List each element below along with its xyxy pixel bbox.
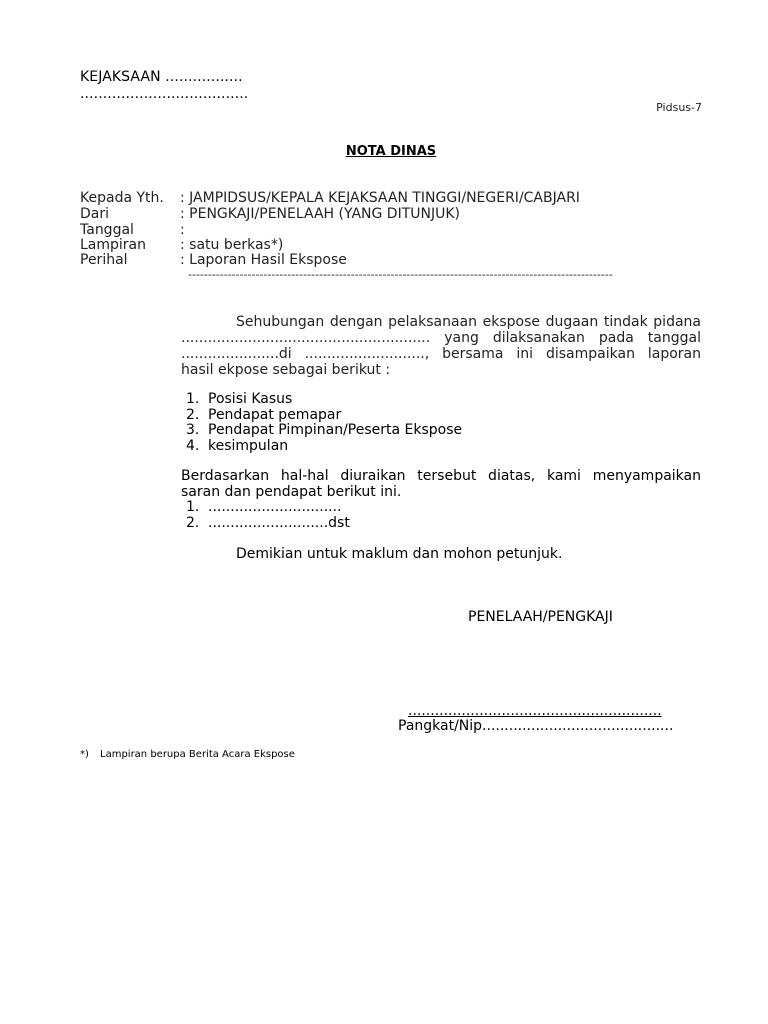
field-value-date: : <box>180 222 185 238</box>
closing-statement: Demikian untuk maklum dan mohon petunjuk. <box>236 546 563 562</box>
intro-paragraph <box>181 314 701 378</box>
institution-name: KEJAKSAAN ................. <box>80 69 243 85</box>
suggestion-items-list <box>186 500 350 531</box>
list-item-number: 3. <box>186 422 200 438</box>
conclusion-line-2: saran dan pendapat berikut ini. <box>181 484 402 500</box>
intro-line-2: ........................................................ yang dilaksanakan pada tanggal <box>181 330 701 346</box>
list-item-number: 2. <box>186 514 200 531</box>
field-label-subject: Perihal <box>80 252 128 268</box>
field-value-subject: : Laporan Hasil Ekspose <box>180 252 347 268</box>
signature-name-line: ......................................................... <box>408 703 662 719</box>
list-item-number: 2. <box>186 406 200 423</box>
list-item-text: Pendapat pemapar <box>208 406 342 423</box>
signer-role: PENELAAH/PENGKAJI <box>468 609 613 625</box>
list-item-text: Posisi Kasus <box>208 391 293 407</box>
list-item-text: Pendapat Pimpinan/Peserta Ekspose <box>208 422 463 438</box>
conclusion-paragraph <box>181 468 701 500</box>
list-item <box>186 439 462 455</box>
field-label-date: Tanggal <box>80 222 134 238</box>
footnote <box>80 749 295 760</box>
field-value-attachment: : satu berkas*) <box>180 237 284 253</box>
document-title: NOTA DINAS <box>345 144 437 159</box>
footnote-text: Lampiran berupa Berita Acara Ekspose <box>100 749 295 760</box>
list-item-number: 4. <box>186 437 200 454</box>
conclusion-line-1: Berdasarkan hal-hal diuraikan tersebut diatas, kami menyampaikan <box>181 468 701 484</box>
field-label-from: Dari <box>80 206 110 222</box>
field-label-attachment: Lampiran <box>80 237 147 253</box>
separator-line: ----------------------------------------------------------------------------------------------------------- <box>188 268 613 281</box>
list-item-text: kesimpulan <box>208 437 289 454</box>
list-item <box>186 392 462 408</box>
list-item-text: ...........................dst <box>208 514 350 531</box>
intro-line-1: Sehubungan dengan pelaksanaan ekspose dugaan tindak pidana <box>236 314 701 330</box>
field-label-recipient: Kepada Yth. <box>80 190 164 206</box>
form-code: Pidsus-7 <box>656 101 702 114</box>
list-item <box>186 408 462 424</box>
list-item-number: 1. <box>186 499 200 515</box>
intro-line-3: ......................di ..........................., bersama ini disampaikan laporan <box>181 346 701 362</box>
list-item-number: 1. <box>186 391 200 407</box>
footnote-mark: *) <box>80 749 89 760</box>
intro-line-4: hasil ekpose sebagai berikut : <box>181 362 391 378</box>
list-item <box>186 516 350 532</box>
list-item-text: .............................. <box>208 499 342 515</box>
field-value-from: : PENGKAJI/PENELAAH (YANG DITUNJUK) <box>180 206 460 222</box>
report-items-list <box>186 392 462 454</box>
field-value-recipient: : JAMPIDSUS/KEPALA KEJAKSAAN TINGGI/NEGERI/CABJARI <box>180 190 580 206</box>
institution-name-line2: ..................................... <box>80 86 249 102</box>
list-item <box>186 423 462 439</box>
signature-rank-line: Pangkat/Nip........................................... <box>398 718 674 734</box>
list-item <box>186 500 350 516</box>
